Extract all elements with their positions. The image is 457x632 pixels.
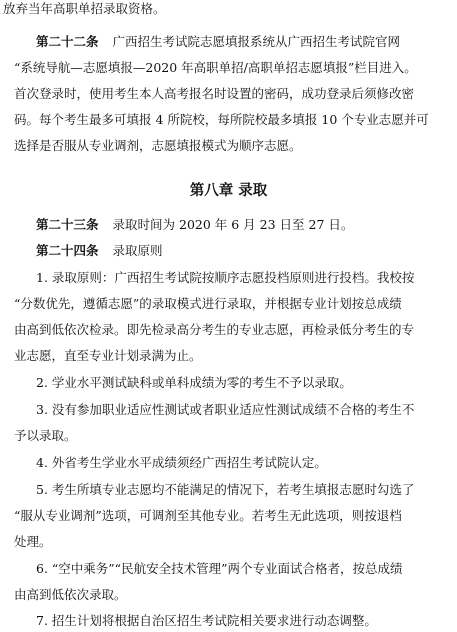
- chapter-title: 第八章 录取: [189, 182, 268, 199]
- line-text: 录取时间为 2020 年 6 月 23 日至 27 日。: [112, 217, 354, 232]
- line-text: 码。每个考生最多可填报 4 所院校，每所院校最多填报 10 个专业志愿并可: [14, 112, 429, 127]
- text-line: [0, 561, 457, 577]
- text-line: [0, 1, 457, 17]
- text-line: [0, 322, 457, 338]
- line-text: 1. 录取原则：广西招生考试院按顺序志愿投档原则进行投档。我校按: [36, 270, 415, 285]
- article-23-heading: 第二十三条: [36, 217, 99, 232]
- text-line: [0, 270, 457, 286]
- text-line: [0, 428, 457, 444]
- article-24-heading: 第二十四条: [36, 243, 99, 258]
- article-22-paragraph: [0, 34, 457, 50]
- line-text: 放弃当年高职单招录取资格。: [3, 1, 166, 16]
- text-line: [0, 296, 457, 312]
- text-line: [0, 348, 457, 364]
- line-text: 7. 招生计划将根据自治区招生考试院相关要求进行动态调整。: [36, 613, 377, 628]
- line-text: 首次登录时，使用考生本人高考报名时设置的密码，成功登录后须修改密: [14, 86, 415, 101]
- line-text: “系统导航—志愿填报—2020 年高职单招/高职单招志愿填报”栏目进入。: [14, 60, 417, 75]
- text-line: [0, 138, 457, 154]
- line-text: 由高到低依次录取。: [14, 587, 127, 602]
- text-line: [0, 60, 457, 76]
- line-text: 2. 学业水平测试缺科或单科成绩为零的考生不予以录取。: [36, 375, 352, 390]
- text-line: [0, 482, 457, 498]
- article-24-paragraph: [0, 243, 457, 259]
- line-text: 6. “空中乘务”“民航安全技术管理”两个专业面试合格者，按总成绩: [36, 561, 403, 576]
- text-line: [0, 508, 457, 524]
- line-text: “分数优先，遵循志愿”的录取模式进行录取，并根据专业计划按总成绩: [14, 296, 402, 311]
- article-23-paragraph: [0, 217, 457, 233]
- line-text: 5. 考生所填专业志愿均不能满足的情况下，若考生填报志愿时勾选了: [36, 482, 415, 497]
- text-line: [0, 86, 457, 102]
- line-text: 由高到低依次检录。即先检录高分考生的专业志愿，再检录低分考生的专: [14, 322, 415, 337]
- text-line: [0, 455, 457, 471]
- article-22-heading: 第二十二条: [36, 34, 99, 49]
- text-line: [0, 534, 457, 550]
- line-text: 4. 外省考生学业水平成绩须经广西招生考试院认定。: [36, 455, 327, 470]
- line-text: 3. 没有参加职业适应性测试或者职业适应性测试成绩不合格的考生不: [36, 402, 415, 417]
- text-line: [0, 112, 457, 128]
- text-line: [0, 613, 457, 629]
- text-line: [0, 375, 457, 391]
- text-line: [0, 402, 457, 418]
- line-text: 处理。: [14, 534, 52, 549]
- line-text: 予以录取。: [14, 428, 77, 443]
- text-line: [0, 587, 457, 603]
- line-text: 广西招生考试院志愿填报系统从广西招生考试院官网: [112, 34, 401, 49]
- line-text: 业志愿，直至专业计划录满为止。: [14, 348, 202, 363]
- line-text: “服从专业调剂”选项，可调剂至其他专业。若考生无此选项，则按退档: [14, 508, 402, 523]
- line-text: 录取原则: [112, 243, 163, 258]
- line-text: 选择是否服从专业调剂，志愿填报模式为顺序志愿。: [14, 138, 302, 153]
